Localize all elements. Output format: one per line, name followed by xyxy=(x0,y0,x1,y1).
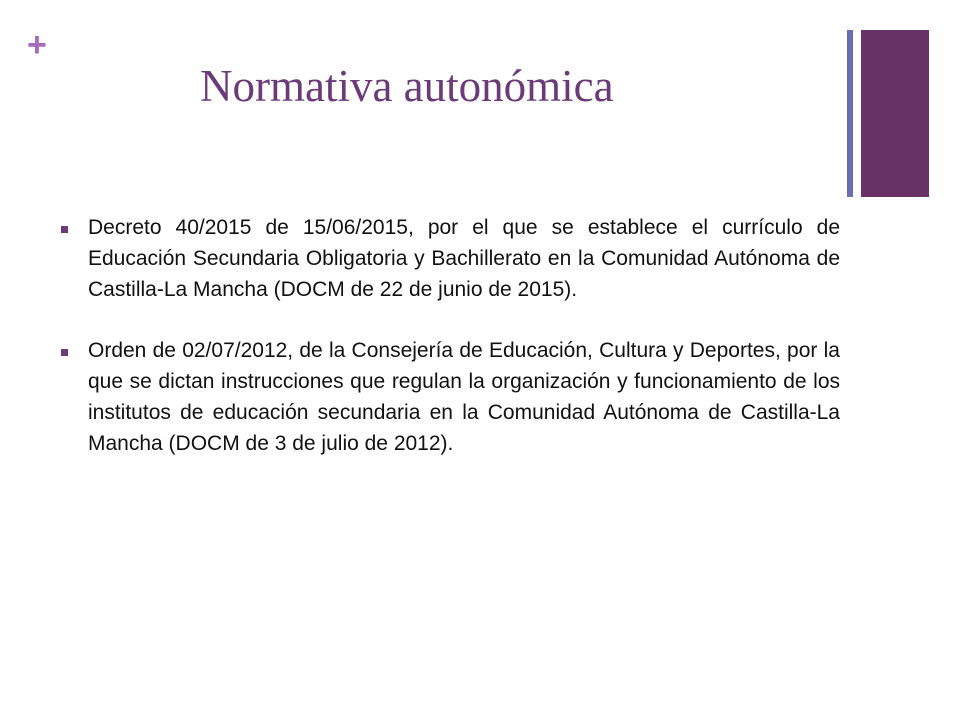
bullet-list xyxy=(58,212,840,489)
plus-decoration-icon: + xyxy=(27,26,47,64)
bullet-item-decreto xyxy=(58,212,840,305)
bullet-text: Orden de 02/07/2012, de la Consejería de Educación, Cultura y Deportes, por la que se dictan instrucciones que regulan la organización y funcionamiento de los institutos de educación secundaria en la Comunidad Autónoma de Castilla-La Mancha (DOCM de 3 de julio de 2012). xyxy=(88,339,840,455)
square-bullet-icon xyxy=(61,349,68,356)
bullet-text: Decreto 40/2015 de 15/06/2015, por el que se establece el currículo de Educación Secundaria Obligatoria y Bachillerato en la Comunidad Autónoma de Castilla-La Mancha (DOCM de 22 de junio de 2015). xyxy=(88,216,840,301)
accent-bar-thick xyxy=(861,30,929,197)
slide-title: Normativa autonómica xyxy=(200,61,614,111)
bullet-item-orden xyxy=(58,335,840,459)
accent-bar-thin xyxy=(847,30,853,197)
square-bullet-icon xyxy=(61,226,68,233)
